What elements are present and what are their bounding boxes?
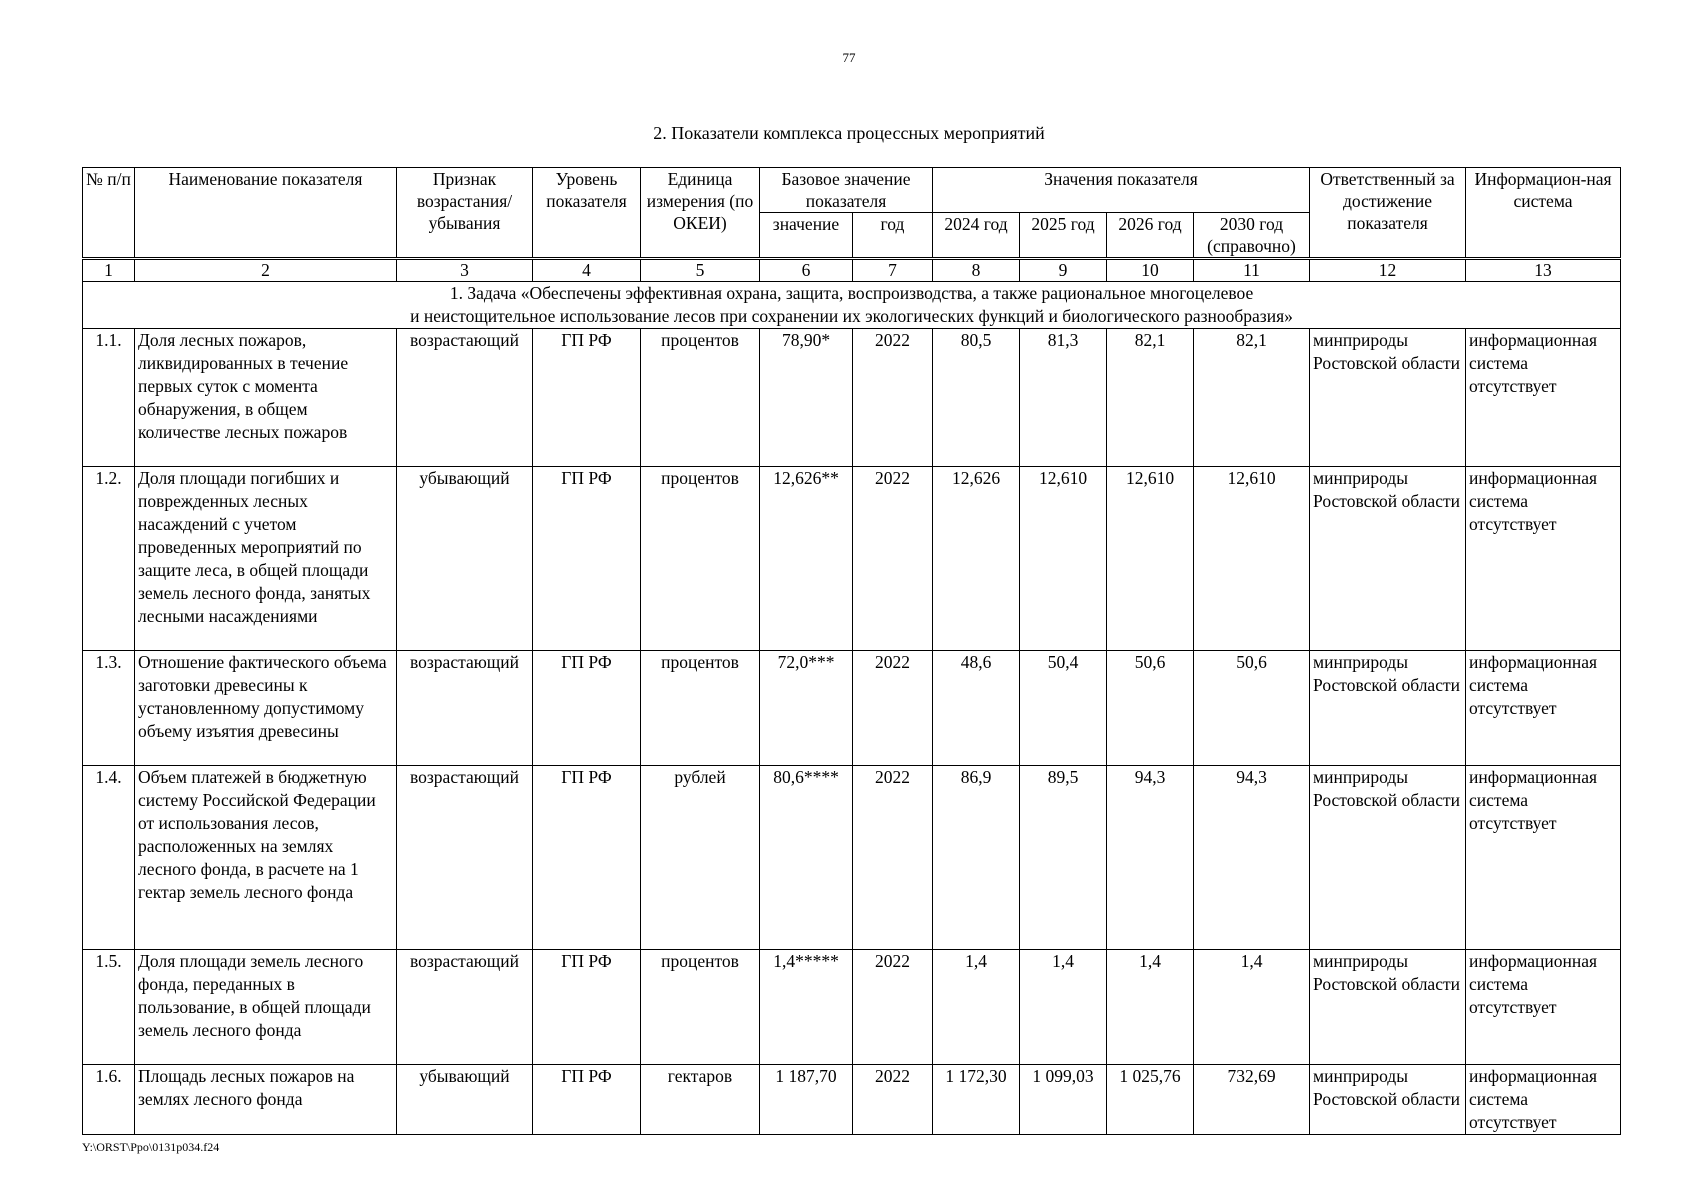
column-number: 1: [83, 259, 135, 282]
column-number: 3: [397, 259, 533, 282]
indicator-unit: гектаров: [641, 1065, 760, 1135]
value-2026: 94,3: [1107, 766, 1194, 950]
value-2024: 1,4: [933, 950, 1020, 1065]
page-number: 77: [842, 50, 856, 65]
base-value: 80,6****: [760, 766, 853, 950]
indicator-sign: возрастающий: [397, 766, 533, 950]
value-2026: 82,1: [1107, 329, 1194, 467]
indicator-name: Доля лесных пожаров, ликвидированных в течение первых суток с момента обнаружения, в общем количестве лесных пожаров: [135, 329, 397, 467]
column-number: 8: [933, 259, 1020, 282]
header-2030: 2030 год (справочно): [1194, 213, 1310, 259]
header-2025: 2025 год: [1020, 213, 1107, 259]
column-numbers-row: [83, 259, 1621, 282]
base-year: 2022: [853, 651, 933, 766]
value-2024: 48,6: [933, 651, 1020, 766]
indicator-sign: возрастающий: [397, 329, 533, 467]
value-2030: 12,610: [1194, 467, 1310, 651]
row-num: 1.2.: [83, 467, 135, 651]
responsible: минприроды Ростовской области: [1310, 1065, 1466, 1135]
column-number: 5: [641, 259, 760, 282]
column-number: 7: [853, 259, 933, 282]
indicator-name: Доля площади земель лесного фонда, переданных в пользование, в общей площади земель лесного фонда: [135, 950, 397, 1065]
header-unit: Единица измерения (по ОКЕИ): [641, 168, 760, 259]
indicator-sign: возрастающий: [397, 651, 533, 766]
base-year: 2022: [853, 467, 933, 651]
value-2030: 82,1: [1194, 329, 1310, 467]
header-base-value: значение: [760, 213, 853, 259]
table-row: [83, 467, 1621, 651]
row-num: 1.3.: [83, 651, 135, 766]
indicator-name: Доля площади погибших и поврежденных лесных насаждений с учетом проведенных мероприятий по защите леса, в общей площади земель лесного фонда, занятых лесными насаждениями: [135, 467, 397, 651]
responsible: минприроды Ростовской области: [1310, 467, 1466, 651]
value-2025: 50,4: [1020, 651, 1107, 766]
indicator-level: ГП РФ: [533, 329, 641, 467]
base-year: 2022: [853, 950, 933, 1065]
info-system: информационная система отсутствует: [1466, 467, 1621, 651]
header-responsible: Ответственный за достижение показателя: [1310, 168, 1466, 259]
responsible: минприроды Ростовской области: [1310, 950, 1466, 1065]
value-2024: 86,9: [933, 766, 1020, 950]
indicator-unit: рублей: [641, 766, 760, 950]
column-number: 13: [1466, 259, 1621, 282]
column-number: 6: [760, 259, 853, 282]
value-2025: 1 099,03: [1020, 1065, 1107, 1135]
indicator-sign: убывающий: [397, 1065, 533, 1135]
value-2030: 732,69: [1194, 1065, 1310, 1135]
responsible: минприроды Ростовской области: [1310, 651, 1466, 766]
value-2026: 1 025,76: [1107, 1065, 1194, 1135]
base-value: 72,0***: [760, 651, 853, 766]
value-2024: 80,5: [933, 329, 1020, 467]
indicators-table: [82, 167, 1621, 1135]
base-value: 1 187,70: [760, 1065, 853, 1135]
column-number: 10: [1107, 259, 1194, 282]
value-2026: 1,4: [1107, 950, 1194, 1065]
header-2026: 2026 год: [1107, 213, 1194, 259]
indicator-unit: процентов: [641, 329, 760, 467]
task-line-2: и неистощительное использование лесов при сохранении их экологических функций и биологического разнообразия»: [410, 306, 1293, 326]
value-2030: 1,4: [1194, 950, 1310, 1065]
value-2025: 89,5: [1020, 766, 1107, 950]
header-level: Уровень показателя: [533, 168, 641, 259]
row-num: 1.5.: [83, 950, 135, 1065]
indicator-level: ГП РФ: [533, 467, 641, 651]
table-row: [83, 651, 1621, 766]
indicator-level: ГП РФ: [533, 766, 641, 950]
info-system: информационная система отсутствует: [1466, 766, 1621, 950]
task-heading: [83, 282, 1621, 329]
header-base: Базовое значение показателя: [760, 168, 933, 213]
header-row: [83, 168, 1621, 213]
indicator-sign: возрастающий: [397, 950, 533, 1065]
info-system: информационная система отсутствует: [1466, 329, 1621, 467]
indicator-unit: процентов: [641, 651, 760, 766]
info-system: информационная система отсутствует: [1466, 1065, 1621, 1135]
indicator-name: Объем платежей в бюджетную систему Российской Федерации от использования лесов, расположенных на землях лесного фонда, в расчете на 1 гектар земель лесного фонда: [135, 766, 397, 950]
footer-file-path: Y:\ORST\Ppo\0131p034.f24: [82, 1140, 220, 1154]
responsible: минприроды Ростовской области: [1310, 766, 1466, 950]
table-row: [83, 766, 1621, 950]
indicator-level: ГП РФ: [533, 1065, 641, 1135]
header-num: № п/п: [83, 168, 135, 259]
table-row: [83, 329, 1621, 467]
responsible: минприроды Ростовской области: [1310, 329, 1466, 467]
value-2026: 12,610: [1107, 467, 1194, 651]
info-system: информационная система отсутствует: [1466, 950, 1621, 1065]
value-2030: 94,3: [1194, 766, 1310, 950]
column-number: 9: [1020, 259, 1107, 282]
header-info-system: Информацион-ная система: [1466, 168, 1621, 259]
header-values: Значения показателя: [933, 168, 1310, 213]
value-2026: 50,6: [1107, 651, 1194, 766]
column-number: 2: [135, 259, 397, 282]
indicator-level: ГП РФ: [533, 950, 641, 1065]
indicator-unit: процентов: [641, 467, 760, 651]
value-2025: 81,3: [1020, 329, 1107, 467]
indicator-name: Площадь лесных пожаров на землях лесного фонда: [135, 1065, 397, 1135]
column-number: 4: [533, 259, 641, 282]
value-2025: 1,4: [1020, 950, 1107, 1065]
task-line-1: 1. Задача «Обеспечены эффективная охрана, защита, воспроизводства, а также рациональное многоцелевое: [449, 283, 1254, 303]
task-row: [83, 282, 1621, 329]
indicator-level: ГП РФ: [533, 651, 641, 766]
value-2030: 50,6: [1194, 651, 1310, 766]
indicator-name: Отношение фактического объема заготовки древесины к установленному допустимому объему изъятия древесины: [135, 651, 397, 766]
base-year: 2022: [853, 766, 933, 950]
column-number: 11: [1194, 259, 1310, 282]
row-num: 1.6.: [83, 1065, 135, 1135]
base-year: 2022: [853, 329, 933, 467]
table-row: [83, 950, 1621, 1065]
value-2024: 12,626: [933, 467, 1020, 651]
header-name: Наименование показателя: [135, 168, 397, 259]
base-year: 2022: [853, 1065, 933, 1135]
info-system: информационная система отсутствует: [1466, 651, 1621, 766]
value-2025: 12,610: [1020, 467, 1107, 651]
base-value: 78,90*: [760, 329, 853, 467]
row-num: 1.4.: [83, 766, 135, 950]
header-base-year: год: [853, 213, 933, 259]
table-row: [83, 1065, 1621, 1135]
column-number: 12: [1310, 259, 1466, 282]
base-value: 1,4*****: [760, 950, 853, 1065]
indicator-unit: процентов: [641, 950, 760, 1065]
row-num: 1.1.: [83, 329, 135, 467]
document-title: 2. Показатели комплекса процессных мероприятий: [653, 123, 1045, 143]
base-value: 12,626**: [760, 467, 853, 651]
header-2024: 2024 год: [933, 213, 1020, 259]
indicator-sign: убывающий: [397, 467, 533, 651]
value-2024: 1 172,30: [933, 1065, 1020, 1135]
header-sign: Признак возрастания/ убывания: [397, 168, 533, 259]
